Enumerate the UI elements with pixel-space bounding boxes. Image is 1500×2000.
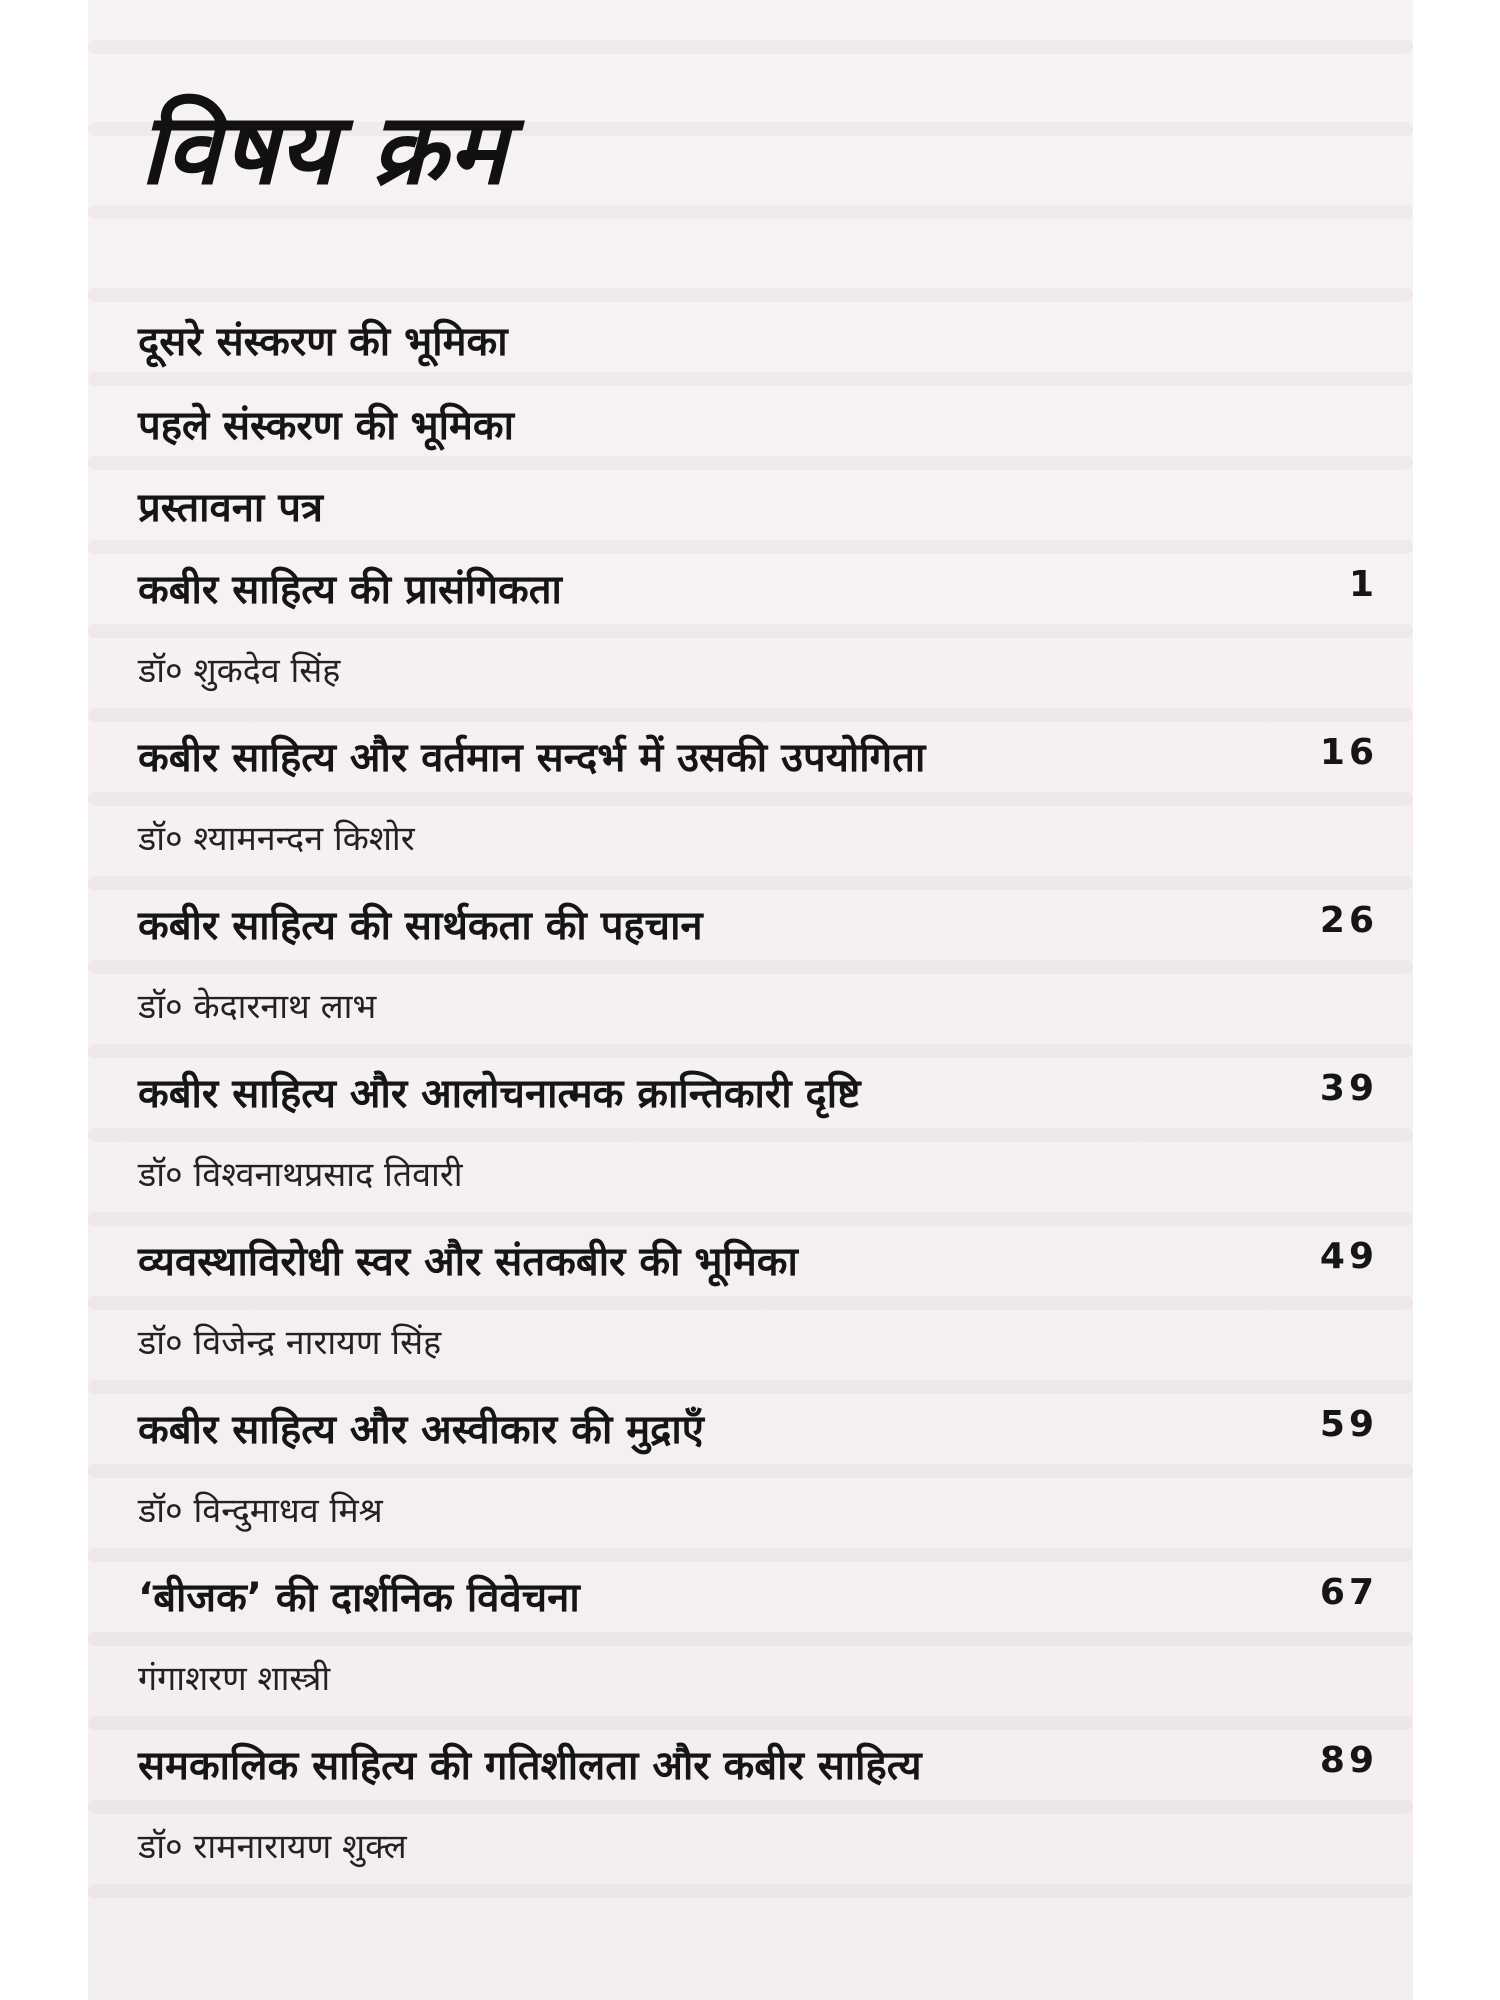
table-of-contents: [138, 0, 1378, 2000]
toc-chapter-author: डॉ० श्यामनन्दन किशोर: [138, 819, 415, 859]
toc-chapter-author: डॉ० विन्दुमाधव मिश्र: [138, 1491, 383, 1531]
toc-chapter-author: डॉ० केदारनाथ लाभ: [138, 987, 377, 1027]
toc-chapter-title[interactable]: समकालिक साहित्य की गतिशीलता और कबीर साहित्य: [138, 1743, 922, 1789]
toc-chapter-title[interactable]: व्यवस्थाविरोधी स्वर और संतकबीर की भूमिका: [138, 1239, 798, 1285]
toc-page-number: 39: [1319, 1068, 1378, 1109]
toc-preface-second-edition[interactable]: दूसरे संस्करण की भूमिका: [138, 319, 508, 365]
toc-chapter-author: डॉ० विश्वनाथप्रसाद तिवारी: [138, 1155, 463, 1195]
book-page: [88, 0, 1413, 2000]
toc-chapter-title[interactable]: कबीर साहित्य और अस्वीकार की मुद्राएँ: [138, 1407, 704, 1453]
toc-chapter-author: डॉ० शुकदेव सिंह: [138, 651, 341, 691]
toc-page-number: 26: [1319, 900, 1378, 941]
toc-foreword-letter[interactable]: प्रस्तावना पत्र: [138, 485, 324, 531]
toc-chapter-title[interactable]: कबीर साहित्य और आलोचनात्मक क्रान्तिकारी दृष्टि: [138, 1071, 861, 1117]
toc-page-number: 89: [1319, 1740, 1378, 1781]
toc-page-number: 67: [1319, 1572, 1378, 1613]
toc-chapter-title[interactable]: कबीर साहित्य और वर्तमान सन्दर्भ में उसकी उपयोगिता: [138, 735, 926, 781]
toc-page-number: 16: [1319, 732, 1378, 773]
toc-preface-first-edition[interactable]: पहले संस्करण की भूमिका: [138, 403, 515, 449]
toc-chapter-author: डॉ० विजेन्द्र नारायण सिंह: [138, 1323, 442, 1363]
toc-page-number: 1: [1348, 564, 1378, 605]
toc-chapter-author: डॉ० रामनारायण शुक्ल: [138, 1827, 407, 1867]
page-title: विषय क्रम: [140, 93, 508, 207]
toc-chapter-title[interactable]: कबीर साहित्य की प्रासंगिकता: [138, 567, 562, 613]
toc-chapter-title[interactable]: कबीर साहित्य की सार्थकता की पहचान: [138, 903, 703, 949]
toc-chapter-author: गंगाशरण शास्त्री: [138, 1659, 331, 1699]
toc-page-number: 49: [1319, 1236, 1378, 1277]
toc-page-number: 59: [1319, 1404, 1378, 1445]
toc-chapter-title[interactable]: ‘बीजक’ की दार्शनिक विवेचना: [138, 1575, 580, 1621]
